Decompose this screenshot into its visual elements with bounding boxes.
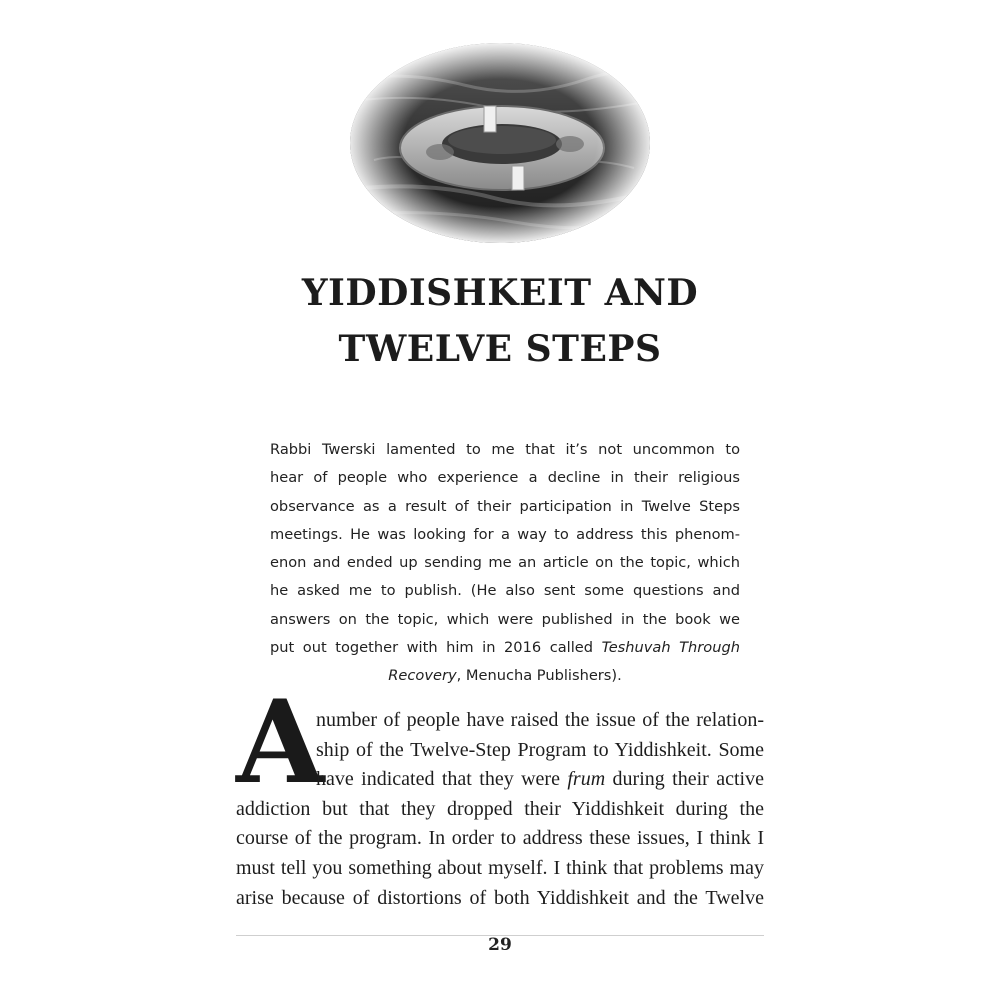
intro-line-6: he asked me to publish. (He also sent some questions and	[270, 582, 740, 600]
intro-line-1: Rabbi Twerski lamented to me that it’s not uncommon to	[270, 441, 740, 458]
frum-italic: frum	[567, 768, 606, 791]
body-line-2: ship of the Twelve-Step Program to Yiddishkeit. Some	[316, 738, 764, 761]
drop-cap-letter: A	[236, 675, 325, 809]
intro-line-3: observance as a result of their participation in Twelve Steps	[270, 497, 740, 515]
intro-line-8	[270, 634, 740, 662]
body-line-1: number of people have raised the issue of the relation-	[316, 709, 764, 731]
page-number: 29	[488, 935, 512, 955]
body-line-6: must tell you something about myself. I think that problems may	[236, 856, 764, 879]
chapter-title	[200, 265, 800, 377]
body-paragraph	[236, 706, 764, 913]
chapter-title-line-2: TWELVE STEPS	[338, 328, 662, 370]
intro-line-4: meetings. He was looking for a way to address this phenom-	[270, 525, 740, 543]
intro-line-9	[270, 662, 740, 690]
body-line-7: arise because of distortions of both Yiddishkeit and the Twelve	[236, 886, 764, 909]
intro-line-5: enon and ended up sending me an article on the topic, which	[270, 554, 740, 572]
intro-paragraph	[270, 436, 740, 691]
intro-line-8-text: put out together with him in 2016 called	[270, 639, 602, 657]
body-line-5: course of the program. In order to address these issues, I think I	[236, 827, 764, 850]
intro-line-9-text: , Menucha Publishers).	[456, 667, 622, 685]
intro-line-2: hear of people who experience a decline in their religious	[270, 469, 740, 487]
book-title-part-2: Recovery	[388, 667, 457, 685]
book-title-part-1: Teshuvah Through	[601, 639, 740, 657]
body-line-3-start: have indicated that they were	[316, 768, 568, 791]
life-preserver-image	[344, 40, 656, 246]
body-line-4: addiction but that they dropped their Yiddishkeit during the	[236, 797, 764, 820]
body-line-3	[236, 765, 764, 795]
body-line-3-end: during their active	[605, 768, 764, 791]
intro-line-7: answers on the topic, which were published in the book we	[270, 610, 740, 628]
chapter-title-line-1: YIDDISHKEIT AND	[301, 272, 699, 314]
